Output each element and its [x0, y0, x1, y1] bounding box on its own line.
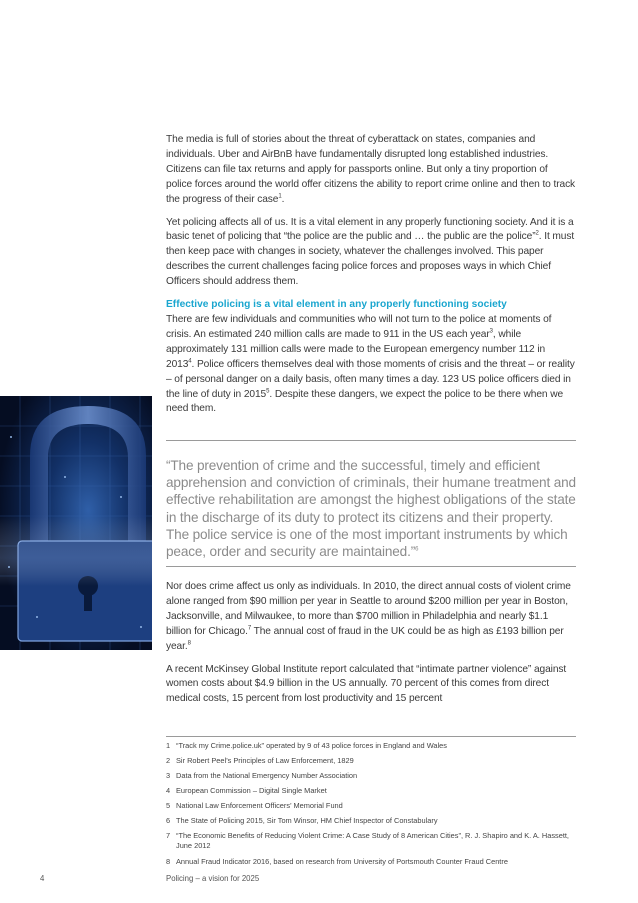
pull-quote-text	[166, 457, 576, 560]
body-paragraph-4: A recent McKinsey Global Institute report calculated that “intimate partner violence” against women costs about $4.9 billion in the US annually. 70 percent of this comes from direct medical costs, 15 percent from lost productivity and 15 percent	[166, 663, 567, 705]
footnote-number: 1	[166, 741, 171, 750]
footnote-ref-2[interactable]: 2	[535, 231, 539, 238]
intro-paragraph-1-end: .	[281, 193, 285, 205]
footnote-ref-4[interactable]: 4	[188, 358, 192, 365]
footnote-text: Annual Fraud Indicator 2016, based on research from University of Portsmouth Counter Fraud Centre	[176, 857, 508, 866]
footnote-number: 5	[166, 801, 171, 810]
footnote-ref-3[interactable]: 3	[489, 328, 493, 335]
footnote-text: The State of Policing 2015, Sir Tom Winsor, HM Chief Inspector of Constabulary	[176, 816, 438, 825]
body-paragraph-3-text-a: Nor does crime affect us only as individuals. In 2010, the direct annual costs of violent crime alone ranged from $90 million per year in Seattle to around $200 million per year in Boston, Jacksonville, and Milwaukee, to more than $700 million in Philadelphia and nearly $1.1 billion for Chicago.	[166, 581, 571, 637]
section-text-4: . Despite these dangers, we expect the police to be there when we need them.	[166, 388, 564, 415]
section-paragraph	[166, 313, 576, 417]
footnote-text: Data from the National Emergency Number Association	[176, 771, 358, 780]
footnote-ref-8[interactable]: 8	[187, 640, 191, 647]
body-section	[166, 580, 576, 707]
footnote-text: “Track my Crime.police.uk” operated by 9 of 43 police forces in England and Wales	[176, 741, 447, 750]
intro-paragraph-1-text: The media is full of stories about the threat of cyberattack on states, companies and individuals. Uber and AirBnB have fundamentally disrupted long established industries. Citizens can file tax returns and apply for passports online. But only a tiny proportion of police forces around the world offer citizens the ability to report crime online and then to track the progress of their case	[166, 134, 576, 205]
intro-paragraph-2	[166, 216, 576, 291]
quote-top-divider	[166, 440, 576, 441]
section-text-2: , while approximately 131 million calls were made to the European emergency number 112 in 2013	[166, 328, 546, 370]
decorative-cyber-image	[0, 396, 152, 650]
footnote-number: 8	[166, 857, 171, 866]
footnote-text: National Law Enforcement Officers’ Memorial Fund	[176, 801, 343, 810]
footnote-ref-1[interactable]: 1	[278, 193, 282, 200]
section-heading: Effective policing is a vital element in any properly functioning society	[166, 299, 507, 311]
document-title: Policing – a vision for 2025	[166, 874, 260, 883]
quote-body: “The prevention of crime and the successful, timely and efficient apprehension and conviction of criminals, their humane treatment and effective rehabilitation are amongst the highest obligations of the state in the discharge of its duty to protect its citizens and their property. The police service is one of the most important instruments by which peace, order and security are maintained.”	[166, 458, 576, 560]
footnote-number: 6	[166, 816, 171, 825]
section-text-3: . Police officers themselves deal with those moments of crisis and the threat – or reality – of personal danger on a daily basis, often many times a day. 123 US police officers died in the line of duty in 2015	[166, 358, 575, 400]
pull-quote	[166, 457, 576, 560]
footnote-number: 2	[166, 756, 171, 765]
footnote-ref-5[interactable]: 5	[266, 388, 270, 395]
intro-paragraph-2-text-a: Yet policing affects all of us. It is a vital element in any properly functioning society. And it is a basic tenet of policing that “the police are the public and … the public are the police”	[166, 216, 574, 243]
footnote-number: 4	[166, 786, 171, 795]
footnote-ref-7[interactable]: 7	[247, 625, 252, 632]
page-number: 4	[40, 874, 45, 883]
quote-bottom-divider	[166, 566, 576, 567]
footnote-text: Sir Robert Peel’s Principles of Law Enforcement, 1829	[176, 756, 354, 765]
footnotes-divider	[166, 736, 576, 737]
intro-section	[166, 133, 576, 417]
intro-paragraph-1	[166, 133, 576, 208]
section-text-1: There are few individuals and communities who will not turn to the police at moments of crisis. An estimated 240 million calls are made to 911 in the US each year	[166, 313, 552, 340]
body-paragraph-3-text-b: The annual cost of fraud in the UK could be as high as £193 billion per year.	[166, 625, 564, 652]
footnote-ref-6[interactable]: 6	[415, 546, 419, 553]
footnote-text: “The Economic Benefits of Reducing Violent Crime: A Case Study of 8 American Cities”, R. J. Shapiro and K. A. Hassett, June 2012	[176, 831, 569, 850]
body-paragraph-3	[166, 580, 576, 655]
footnote-number: 7	[166, 831, 171, 840]
intro-paragraph-2-text-b: . It must then keep pace with changes in society, whatever the challenges involved. This paper describes the current challenges facing police forces and proposes ways in which Chief Officers should address them.	[166, 231, 575, 288]
footnote-number: 3	[166, 771, 171, 780]
footnote-text: European Commission – Digital Single Market	[176, 786, 327, 795]
